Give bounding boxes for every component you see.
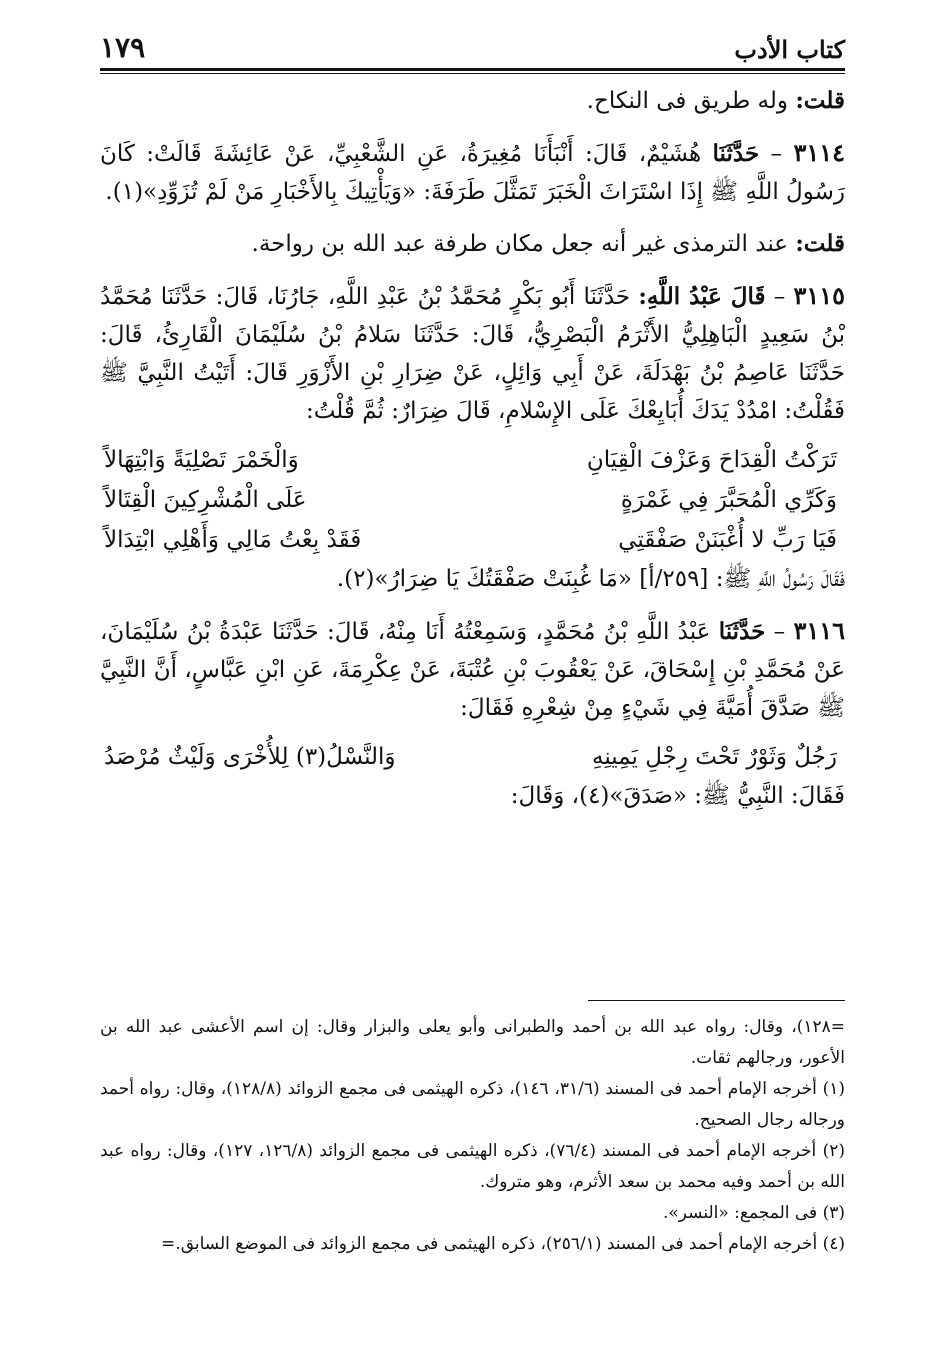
poem-verse — [100, 440, 845, 480]
hadith-3116 — [100, 612, 845, 727]
note-text: وله طريق فى النكاح. — [586, 88, 796, 114]
chapter-title: كتاب الأدب — [734, 35, 845, 64]
page-number: ١٧٩ — [100, 31, 146, 64]
footnote: (٢) أخرجه الإمام أحمد فى المسند (٧٦/٤)، ذكره الهيثمى فى مجمع الزوائد (١٢٦/٨، ١٢٧)، وقال: رواه عبد الله بن أحمد وفيه محمد بن سعد الأثرم، وهو متروك. — [100, 1141, 845, 1192]
hadith-3115 — [100, 277, 845, 430]
dash: – — [765, 284, 794, 310]
verse-first-hemistich: رَجُلٌ وَثَوْرٌ تَحْتَ رِجْلِ يَمِينِهِ — [592, 744, 837, 770]
verse-second-hemistich: فَقَدْ بِعْتُ مَالِي وَأَهْلِي ابْتِدَالاً — [104, 527, 362, 553]
hadith-lead: قَالَ عَبْدُ اللَّهِ: — [638, 283, 766, 310]
hadith-lead: حَدَّثَنَا — [718, 618, 766, 645]
hadith-number: ٣١١٤ — [793, 138, 845, 167]
note-text: عند الترمذى غير أنه جعل مكان طرفة عبد الله بن رواحة. — [251, 231, 796, 257]
footnotes — [100, 1012, 845, 1260]
hadith-text: عَبْدُ اللَّهِ بْنُ مُحَمَّدٍ، وَسَمِعْتُهُ أَنَا مِنْهُ، قَالَ: حَدَّثَنَا عَبْدَةُ بْنُ سُلَيْمَانَ، عَنْ مُحَمَّدِ بْنِ إِسْحَاقَ، عَنْ يَعْقُوبَ بْنِ عُتْبَةَ، عَنْ عِكْرِمَةَ، عَنِ ابْنِ عَبَّاسٍ، أَنَّ النَّبِيَّ ﷺ صَدَّقَ أُمَيَّةَ فِي شَيْءٍ مِنْ شِعْرِهِ فَقَالَ: — [100, 619, 845, 721]
verse-first-hemistich: تَرَكْتُ الْقِدَاحَ وَعَزْفَ الْقِيَانِ — [586, 447, 837, 473]
hadith-lead: حَدَّثَنَا — [712, 140, 760, 167]
poem-verse — [100, 737, 845, 777]
note-lead: قلت: — [795, 230, 845, 257]
poem-verse — [100, 520, 845, 560]
verse-first-hemistich: فَيَا رَبِّ لا أُغْبَنَنْ صَفْقَتِي — [618, 527, 837, 553]
main-text — [100, 82, 845, 815]
footnote: =١٢٨)، وقال: رواه عبد الله بن أحمد والطبرانى وأبو يعلى والبزار وقال: إن اسم الأعشى عبد الله بن الأعور، ورجالهم ثقات. — [100, 1017, 845, 1068]
hadith-text: حَدَّثَنَا أَبُو بَكْرٍ مُحَمَّدُ بْنُ عَبْدِ اللَّهِ، جَارُنَا، قَالَ: حَدَّثَنَا مُحَمَّدُ بْنُ سَعِيدٍ الْبَاهِلِيُّ الأَثْرَمُ الْبَصْرِيُّ، قَالَ: حَدَّثَنَا سَلامُ بْنُ سُلَيْمَانَ الْقَارِئُ، قَالَ: حَدَّثَنَا عَاصِمُ بْنُ بَهْدَلَةَ، عَنْ أَبِي وَائِلٍ، عَنْ ضِرَارِ بْنِ الأَزْوَرِ قَالَ: أَتَيْتُ النَّبِيَّ ﷺ فَقُلْتُ: امْدُدْ يَدَكَ أُبَايِعْكَ عَلَى الإِسْلامِ، قَالَ ضِرَارٌ: ثُمَّ قُلْتُ: — [100, 284, 845, 424]
hadith-3114 — [100, 134, 845, 211]
dash: – — [765, 619, 794, 645]
hadith-number: ٣١١٥ — [793, 281, 845, 310]
verse-second-hemistich: وَالنَّسْلُ(٣) لِلأُخْرَى وَلَيْثٌ مُرْصَدُ — [104, 744, 396, 770]
footnote: (٤) أخرجه الإمام أحمد فى المسند (٢٥٦/١)، ذكره الهيثمى فى مجمع الزوائد فى الموضع السابق.= — [161, 1234, 845, 1254]
page — [100, 28, 845, 815]
poem — [100, 440, 845, 560]
note-paragraph — [100, 82, 845, 120]
note-lead: قلت: — [795, 87, 845, 114]
footnote-separator — [588, 1000, 845, 1001]
poem-conclusion: فَقَالَ رَسُولُ اللَّهِ ﷺ: [٢٥٩/أ] «مَا غُبِنَتْ صَفْقَتُكَ يَا ضِرَارُ»(٢). — [336, 566, 845, 592]
hadith-text: هُشَيْمٌ، قَالَ: أَنْبَأَنَا مُغِيرَةُ، عَنِ الشَّعْبِيِّ، عَنْ عَائِشَةَ قَالَتْ: كَانَ رَسُولُ اللَّهِ ﷺ إِذَا اسْتَرَاثَ الْخَبَرَ تَمَثَّلَ طَرَفَةَ: «وَيَأْتِيكَ بِالأَخْبَارِ مَنْ لَمْ تُزَوِّدِ»(١). — [100, 141, 845, 205]
page-header — [100, 28, 845, 71]
verse-first-hemistich: وَكَرِّي الْمُحَبَّرَ فِي غَمْرَةٍ — [620, 487, 837, 513]
note-paragraph — [100, 225, 845, 263]
footnote: (١) أخرجه الإمام أحمد فى المسند (٣١/٦، ١٤٦)، ذكره الهيثمى فى مجمع الزوائد (١٢٨/٨)، وقال: رواه أحمد ورجاله رجال الصحيح. — [100, 1079, 845, 1130]
poem — [100, 737, 845, 777]
verse-second-hemistich: وَالْخَمْرَ تَصْلِيَةً وَابْتِهَالاً — [104, 447, 299, 473]
dash: – — [759, 141, 794, 167]
header-rule — [100, 73, 845, 74]
poem-conclusion: فَقَالَ: النَّبِيُّ ﷺ: «صَدَقَ»(٤)، وَقَالَ: — [510, 783, 845, 809]
footnote: (٣) فى المجمع: «النسر». — [662, 1203, 845, 1223]
verse-second-hemistich: عَلَى الْمُشْرِكِينَ الْقِتَالاً — [104, 487, 307, 513]
hadith-number: ٣١١٦ — [793, 616, 845, 645]
poem-verse — [100, 480, 845, 520]
